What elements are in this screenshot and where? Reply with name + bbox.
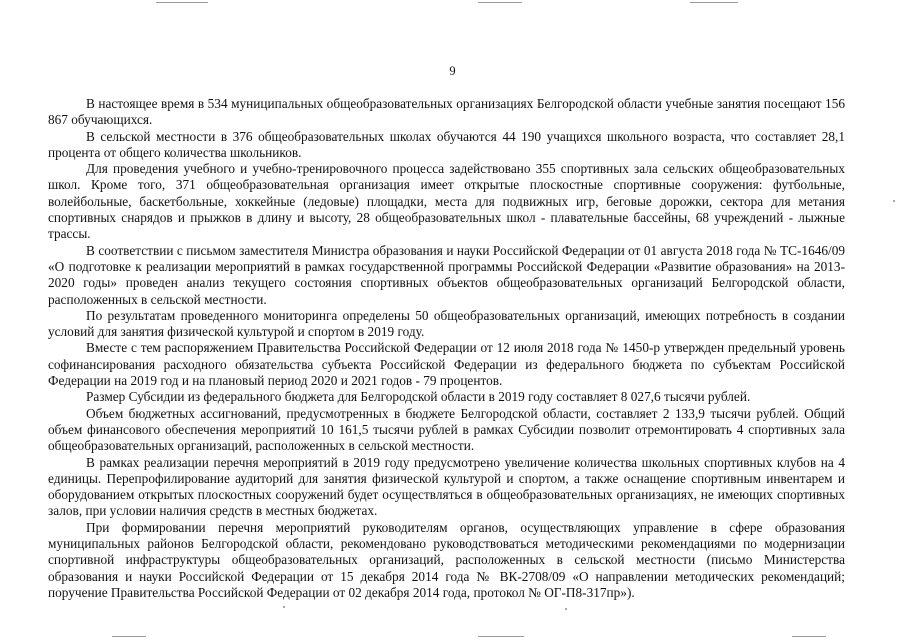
body-text: [48, 96, 845, 601]
scan-artifact: [565, 608, 567, 610]
scan-artifact: [478, 2, 522, 3]
scan-artifact: [690, 2, 738, 3]
scan-artifact: [112, 636, 146, 637]
paragraph: В настоящее время в 534 муниципальных общеобразовательных организациях Белгородской области учебные занятия посещают 156 867 обучающихся.: [48, 96, 845, 128]
scan-artifact: [283, 606, 285, 608]
paragraph: Объем бюджетных ассигнований, предусмотренных в бюджете Белгородской области, составляет 2 133,9 тысячи рублей. Общий объем финансового обеспечения мероприятий 10 161,5 тысячи рублей в рамках Субсидии позволит отремонтировать 4 спортивных зала общеобразовательных организаций, расположенных в сельской местности.: [48, 405, 845, 454]
paragraph: В соответствии с письмом заместителя Министра образования и науки Российской Федерации от 01 августа 2018 года № ТС-1646/09 «О подготовке к реализации мероприятий в рамках государственной программы Российской Федерации «Развитие образования» на 2013-2020 годы» проведен анализ текущего состояния спортивных объектов общеобразовательных организаций Белгородской области, расположенных в сельской местности.: [48, 242, 845, 307]
paragraph: Размер Субсидии из федерального бюджета для Белгородской области в 2019 году составляет 8 027,6 тысячи рублей.: [86, 389, 751, 405]
paragraph: По результатам проведенного мониторинга определены 50 общеобразовательных организаций, имеющих потребность в создании условий для занятия физической культурой и спортом в 2019 году.: [48, 307, 845, 340]
paragraph: Вместе с тем распоряжением Правительства Российской Федерации от 12 июля 2018 года № 1450-р утвержден предельный уровень софинансирования расходного обязательства субъекта Российской Федерации из федерального бюджета по субъектам Российской Федерации на 2019 год и на плановый период 2020 и 2021 годов - 79 процентов.: [48, 340, 845, 389]
scan-artifact: [792, 636, 826, 637]
page-number: 9: [449, 64, 456, 78]
paragraph: Для проведения учебного и учебно-тренировочного процесса задействовано 355 спортивных зала сельских общеобразовательных школ. Кроме того, 371 общеобразовательная организация имеет открытые плоскостные спортивные сооружения: футбольные, волейбольные, баскетбольные, хоккейные (ледовые) площадки, места для подвижных игр, беговые дорожки, сектора для метания спортивных снарядов и прыжков в длину и высоту, 28 общеобразовательных школ - плавательные бассейны, 68 учреждений - лыжные трассы.: [48, 161, 845, 242]
paragraph: В сельской местности в 376 общеобразовательных школах обучаются 44 190 учащихся школьного возраста, что составляет 28,1 процента от общего количества школьников.: [48, 128, 845, 160]
scan-artifact: [156, 2, 208, 3]
scan-artifact: [478, 636, 524, 637]
scan-artifact: [893, 200, 895, 202]
paragraph: При формировании перечня мероприятий руководителям органов, осуществляющих управление в сфере образования муниципальных районов Белгородской области, рекомендовано руководствоваться методическими рекомендациями по модернизации спортивной инфраструктуры общеобразовательных организаций, расположенных в сельской местности (письмо Министерства образования и науки Российской Федерации от 15 декабря 2014 года № ВК-2708/09 «О направлении методических рекомендаций; поручение Правительства Российской Федерации от 02 декабря 2014 года, протокол № ОГ-П8-317пр»).: [48, 519, 845, 600]
paragraph: В рамках реализации перечня мероприятий в 2019 году предусмотрено увеличение количества школьных спортивных клубов на 4 единицы. Перепрофилирование аудиторий для занятия физической культурой и спортом, а также оснащение спортивным инвентарем и оборудованием открытых плоскостных сооружений будет осуществляться в общеобразовательных организациях, не имеющих спортивных залов, при условии наличия средств в местных бюджетах.: [48, 454, 845, 519]
